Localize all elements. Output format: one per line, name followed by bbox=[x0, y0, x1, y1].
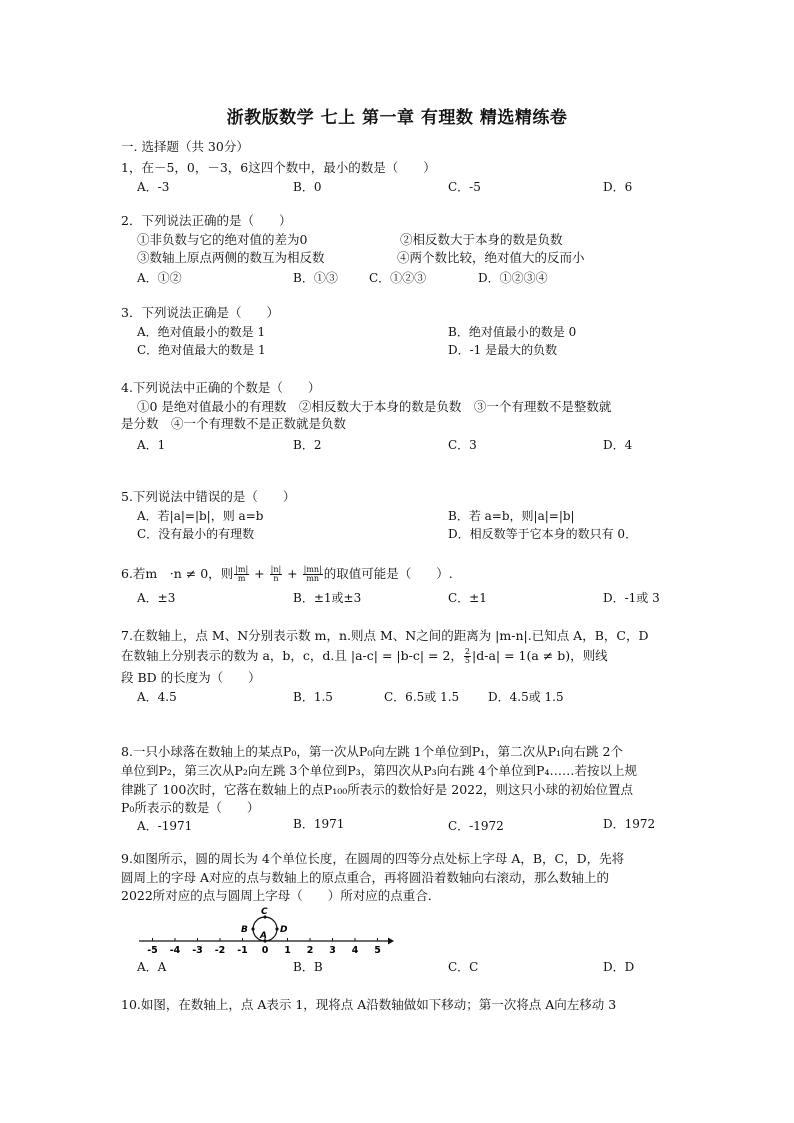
q3-option-d: D．-1 是最大的负数 bbox=[448, 343, 558, 357]
q6-fraction-mn-numerator: |mn| bbox=[303, 565, 322, 574]
number-line-tick-label: -3 bbox=[192, 945, 203, 956]
number-line-tick-label: -2 bbox=[214, 945, 226, 956]
number-line-tick-label: -4 bbox=[169, 945, 181, 956]
q4-option-c: C．3 bbox=[448, 438, 477, 452]
q6-fraction-m-numerator: |m| bbox=[235, 565, 249, 574]
question-2-stem: 2．下列说法正确的是（ ） bbox=[121, 213, 292, 228]
q2-statement-1: ①非负数与它的绝对值的差为0 bbox=[137, 232, 308, 247]
question-9-line-3: 2022所对应的点与圆周上字母（ ）所对应的点重合． bbox=[121, 888, 441, 903]
q7-fraction-numerator: 2 bbox=[464, 647, 471, 656]
q5-option-d: D．相反数等于它本身的数只有 0． bbox=[448, 527, 638, 541]
section-heading: 一. 选择题（共 30分） bbox=[121, 139, 249, 154]
q1-option-a: A．-3 bbox=[137, 180, 170, 194]
circle-label-b: B bbox=[241, 925, 248, 935]
q6-option-d: D．-1或 3 bbox=[603, 591, 660, 605]
circle-point-b bbox=[251, 927, 254, 930]
q6-option-b: B．±1或±3 bbox=[293, 591, 362, 605]
q6-fraction-mn-denominator: mn bbox=[306, 574, 320, 583]
q5-option-a: A．若|a|=|b|，则 a=b bbox=[137, 509, 264, 523]
q8-option-b: B．1971 bbox=[293, 817, 345, 831]
question-8-line-3: 律跳了 100次时，它落在数轴上的点P₁₀₀所表示的数恰好是 2022，则这只小球的初始位置点 bbox=[121, 782, 634, 797]
q5-option-c: C．没有最小的有理数 bbox=[137, 527, 255, 541]
q9-option-a: A．A bbox=[137, 960, 167, 974]
question-9-line-2: 圆周上的字母 A对应的点与数轴上的原点重合，再将圆沿着数轴向右滚动，那么数轴上的 bbox=[121, 870, 610, 885]
q6-plus-2: + bbox=[287, 566, 298, 581]
q6-stem-prefix: 6.若m ·n ≠ 0，则 bbox=[121, 566, 234, 581]
number-line-tick-label: 5 bbox=[374, 945, 381, 956]
circle-label-d: D bbox=[280, 925, 288, 935]
q6-option-c: C．±1 bbox=[448, 591, 487, 605]
number-line-figure bbox=[135, 902, 395, 962]
q7-option-d: D．4.5或 1.5 bbox=[488, 690, 564, 704]
q7-line-2-start: 在数轴上分别表示的数为 a，b，c，d.且 |a-c| = |b-c| = 2， bbox=[121, 648, 463, 663]
q7-option-c: C．6.5或 1.5 bbox=[384, 690, 460, 704]
q1-option-b: B．0 bbox=[293, 180, 322, 194]
q6-fraction-n-denominator: n bbox=[273, 574, 279, 583]
q6-option-a: A．±3 bbox=[137, 591, 176, 605]
question-7-line-1: 7.在数轴上，点 M、N分别表示数 m，n.则点 M、N之间的距离为 |m-n|.已知点 A，B，C，D bbox=[121, 628, 649, 643]
page-title: 浙教版数学 七上 第一章 有理数 精选精练卷 bbox=[226, 108, 568, 128]
question-7-line-3: 段 BD 的长度为（ ） bbox=[121, 670, 261, 685]
q2-statement-4: ④两个数比较，绝对值大的反而小 bbox=[397, 250, 585, 265]
q3-option-a: A．绝对值最小的数是 1 bbox=[137, 325, 266, 339]
q8-option-c: C．-1972 bbox=[448, 819, 504, 833]
question-8-line-4: P₀所表示的数是（ ） bbox=[121, 800, 260, 815]
circle-label-c: C bbox=[261, 907, 268, 917]
question-10-line-1: 10.如图，在数轴上，点 A表示 1，现将点 A沿数轴做如下移动；第一次将点 A向左移动 3 bbox=[121, 997, 617, 1012]
q7-option-b: B．1.5 bbox=[293, 690, 333, 704]
question-8-line-1: 8.一只小球落在数轴上的某点P₀，第一次从P₀向左跳 1个单位到P₁，第二次从P₁向右跳 2个 bbox=[121, 744, 623, 759]
q9-option-c: C．C bbox=[448, 960, 479, 974]
number-line-tick-label: 1 bbox=[284, 945, 291, 956]
q2-option-d: D．①②③④ bbox=[478, 271, 548, 285]
question-8-line-2: 单位到P₂，第三次从P₂向左跳 3个单位到P₃，第四次从P₃向右跳 4个单位到P₄……若按以上规 bbox=[121, 763, 637, 778]
q2-statement-2: ②相反数大于本身的数是负数 bbox=[400, 232, 563, 247]
q7-fraction-denominator: 5 bbox=[464, 656, 471, 665]
q7-option-a: A．4.5 bbox=[137, 690, 177, 704]
q6-fraction-m bbox=[234, 566, 249, 583]
q6-fraction-n bbox=[270, 566, 283, 583]
q1-option-d: D．6 bbox=[603, 180, 633, 194]
q1-option-c: C．-5 bbox=[448, 180, 481, 194]
q3-option-b: B．绝对值最小的数是 0 bbox=[448, 325, 577, 339]
q6-fraction-m-denominator: m bbox=[237, 574, 246, 583]
q3-option-c: C．绝对值最大的数是 1 bbox=[137, 343, 266, 357]
number-line-tick-label: 0 bbox=[261, 945, 269, 956]
question-5-stem: 5.下列说法中错误的是（ ） bbox=[121, 489, 296, 504]
question-6-stem bbox=[121, 566, 453, 583]
q4-option-d: D．4 bbox=[603, 438, 633, 452]
q5-option-b: B．若 a=b，则|a|=|b| bbox=[448, 509, 575, 523]
q8-option-a: A．-1971 bbox=[137, 819, 193, 833]
q4-option-a: A．1 bbox=[137, 438, 166, 452]
number-line-tick-label: 3 bbox=[329, 945, 336, 956]
q8-option-d: D．1972 bbox=[603, 817, 656, 831]
circle-label-a: A bbox=[260, 931, 267, 941]
question-9-line-1: 9.如图所示，圆的周长为 4个单位长度，在圆周的四等分点处标上字母 A，B，C，D，先将 bbox=[121, 851, 625, 866]
q9-option-b: B．B bbox=[293, 960, 323, 974]
circle-point-d bbox=[275, 927, 278, 930]
question-1-stem: 1，在－5，0，－3，6这四个数中，最小的数是（ ） bbox=[121, 160, 436, 175]
q4-statements-line-2: 是分数 ④一个有理数不是正数就是负数 bbox=[121, 416, 347, 431]
q2-option-c: C．①②③ bbox=[369, 271, 427, 285]
question-3-stem: 3．下列说法正确是（ ） bbox=[121, 305, 279, 320]
q6-plus-1: + bbox=[254, 566, 265, 581]
number-line-tick-label: -5 bbox=[147, 945, 158, 956]
q7-line-2-end: |d-a| = 1(a ≠ b)，则线 bbox=[472, 648, 608, 663]
q9-option-d: D．D bbox=[603, 960, 635, 974]
q2-option-a: A．①② bbox=[137, 271, 182, 285]
q4-option-b: B．2 bbox=[293, 438, 322, 452]
q4-statements-line-1: ①0 是绝对值最小的有理数 ②相反数大于本身的数是负数 ③一个有理数不是整数就 bbox=[137, 399, 612, 414]
question-4-stem: 4.下列说法中正确的个数是（ ） bbox=[121, 380, 321, 395]
question-7-line-2 bbox=[121, 648, 608, 665]
q2-option-b: B．①③ bbox=[293, 271, 338, 285]
q6-fraction-mn bbox=[303, 566, 323, 583]
q6-fraction-n-numerator: |n| bbox=[270, 565, 282, 574]
number-line-tick-label: -1 bbox=[237, 945, 248, 956]
q6-stem-suffix: 的取值可能是（ ）. bbox=[323, 566, 453, 581]
q2-statement-3: ③数轴上原点两侧的数互为相反数 bbox=[137, 250, 325, 265]
q7-fraction bbox=[464, 648, 471, 665]
number-line-tick-label: 4 bbox=[351, 945, 359, 956]
number-line-tick-label: 2 bbox=[306, 945, 314, 956]
number-line-arrow bbox=[388, 938, 394, 945]
